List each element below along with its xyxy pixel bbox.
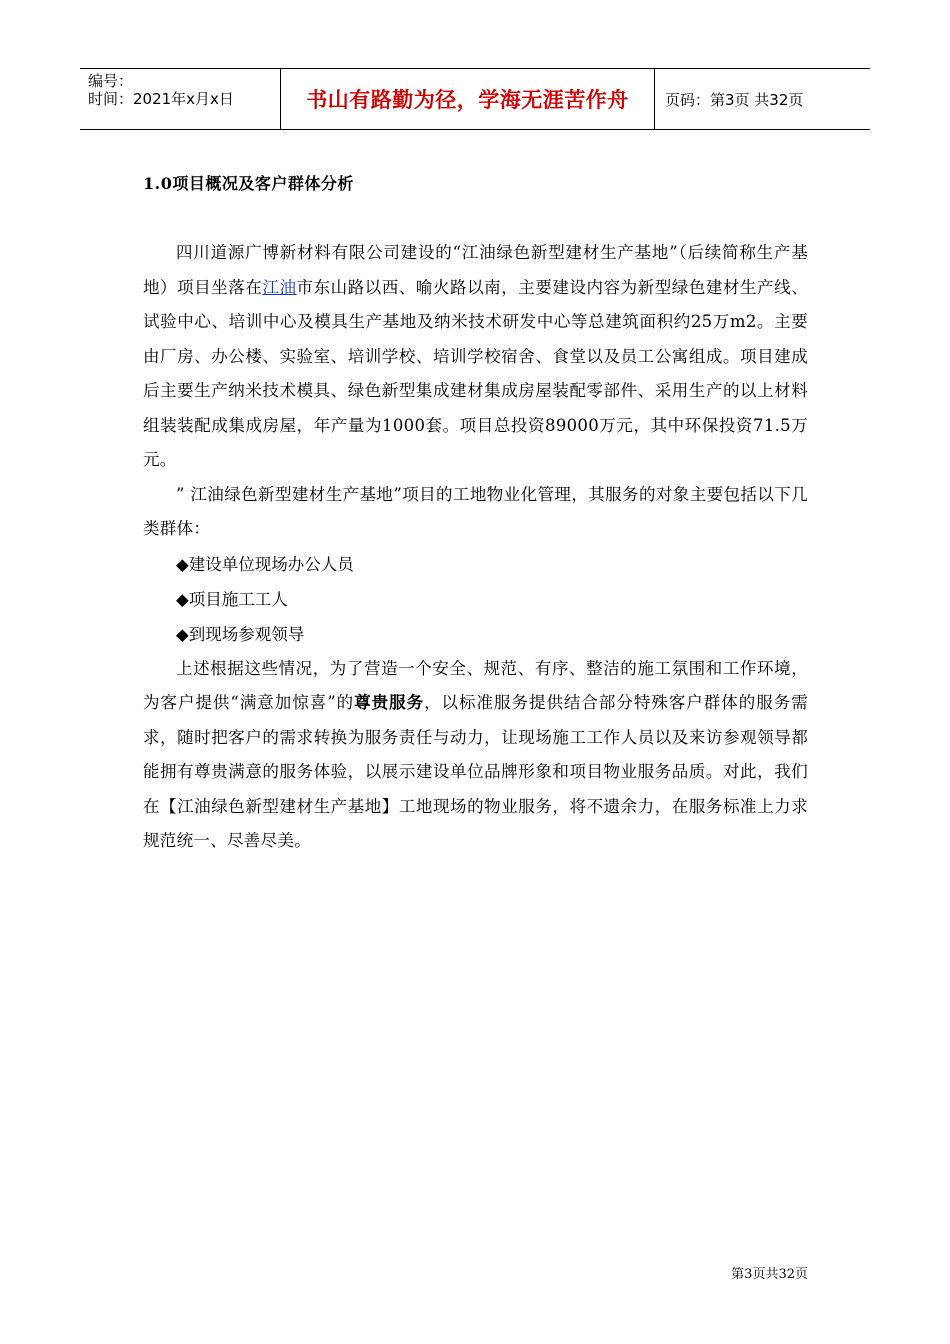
- header-page-cell: [655, 69, 870, 129]
- paragraph-text: ，以标准服务提供结合部分特殊客户群体的服务需求，随时把客户的需求转换为服务责任与动力，让现场施工工作人员以及来访参观领导都能拥有尊贵满意的服务体验，以展示建设单位品牌形象和项目物业服务品质。对此，我们在【江油绿色新型建材生产基地】工地现场的物业服务，将不遗余力，在服务标准上力求规范统一、尽善尽美。: [143, 693, 808, 850]
- page-footer: 第3页共32页: [731, 1267, 808, 1282]
- header-motto: 书山有路勤为径，学海无涯苦作舟: [306, 88, 629, 112]
- header-motto-cell: [281, 69, 655, 129]
- header-meta-cell: [80, 69, 281, 129]
- paragraph-project-overview: [143, 236, 808, 478]
- paragraph-text: 四川道源广博新材料有限公司建设的“江油绿色新型建材生产基地”（后续简称生产基地）项目坐落在: [143, 243, 808, 297]
- jiangyou-link[interactable]: 江油: [262, 277, 297, 297]
- paragraph-text: 上述根据这些情况，为了营造一个安全、规范、有序、整洁的施工氛围和工作环境，为客户提供“满意加惊喜”的: [143, 658, 808, 712]
- paragraph-service-commitment: [143, 652, 808, 859]
- bullet-item: ◆到现场参观领导: [176, 624, 305, 644]
- bullet-item: ◆项目施工工人: [176, 589, 288, 609]
- header-table: [80, 68, 870, 130]
- section-title: 1.0项目概况及客户群体分析: [143, 174, 354, 193]
- document-body: [143, 170, 808, 859]
- document-time-label: 时间：2021年x月x日: [88, 90, 234, 108]
- emphasis-text: 尊贵服务: [354, 693, 425, 712]
- paragraph-service-targets: ” 江油绿色新型建材生产基地”项目的工地物业化管理，其服务的对象主要包括以下几类群体：: [143, 484, 808, 538]
- bullet-item: ◆建设单位现场办公人员: [176, 554, 354, 574]
- document-number-label: 编号：: [88, 72, 134, 90]
- paragraph-text: 市东山路以西、喻火路以南，主要建设内容为新型绿色建材生产线、试验中心、培训中心及模具生产基地及纳米技术研发中心等总建筑面积约25万m2。主要由厂房、办公楼、实验室、培训学校、培训学校宿舍、食堂以及员工公寓组成。项目建成后主要生产纳米技术模具、绿色新型集成建材集成房屋装配零部件、采用生产的以上材料组装装配成集成房屋，年产量为1000套。项目总投资89000万元，其中环保投资71.5万元。: [143, 277, 808, 469]
- header-page-code: 页码：第3页 共32页: [665, 90, 804, 109]
